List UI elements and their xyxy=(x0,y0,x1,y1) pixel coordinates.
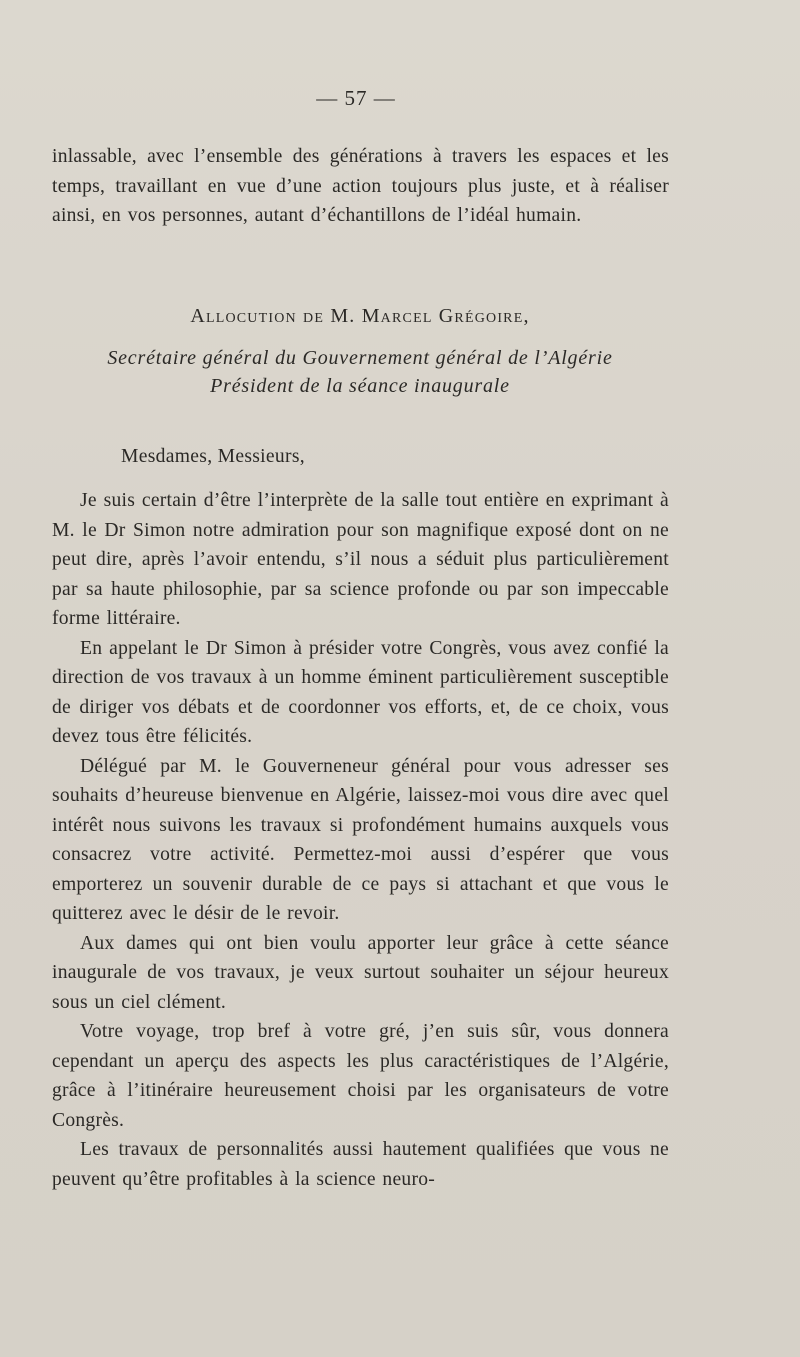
opening-paragraph: inlassable, avec l’ensemble des générations à travers les espaces et les temps, travaillant en vue d’une action toujours plus juste, et à réaliser ainsi, en vos personnes, autant d’échantillons de l’idéal humain. xyxy=(52,146,669,226)
section-subtitle-secretary: Secrétaire général du Gouvernement général de l’Algérie xyxy=(107,347,613,369)
speech-body xyxy=(52,486,669,1194)
section-subtitle-president: Président de la séance inaugurale xyxy=(210,375,510,397)
speech-paragraph: Je suis certain d’être l’interprète de la salle tout entière en exprimant à M. le Dr Simon notre admiration pour son magnifique exposé dont on ne peut dire, après l’avoir entendu, s’il nous a séduit plus particulièrement par sa haute philosophie, par sa science profonde ou par son impeccable forme littéraire. xyxy=(52,490,669,629)
section-title: Allocution de M. Marcel Grégoire, xyxy=(190,305,530,327)
speech-paragraph: Aux dames qui ont bien voulu apporter leur grâce à cette séance inaugurale de vos travaux, je veux surtout souhaiter un séjour heureux sous un ciel clément. xyxy=(52,932,669,1013)
speech-paragraph: En appelant le Dr Simon à présider votre Congrès, vous avez confié la direction de vos travaux à un homme éminent particulièrement susceptible de diriger vos débats et de coordonner vos efforts, et, de ce choix, vous devez tous être félicités. xyxy=(52,637,669,747)
salutation: Mesdames, Messieurs, xyxy=(121,446,305,467)
speech-paragraph: Les travaux de personnalités aussi hautement qualifiées que vous ne peuvent qu’être profitables à la science neuro- xyxy=(52,1139,669,1190)
page-number: — 57 — xyxy=(316,86,396,110)
speech-paragraph: Votre voyage, trop bref à votre gré, j’en suis sûr, vous donnera cependant un aperçu des aspects les plus caractéristiques de l’Algérie, grâce à l’itinéraire heureusement choisi par les organisateurs de votre Congrès. xyxy=(52,1021,669,1131)
speech-paragraph: Délégué par M. le Gouverneneur général pour vous adresser ses souhaits d’heureuse bienvenue en Algérie, laissez-moi vous dire avec quel intérêt nous suivons les travaux si profondément humains auxquels vous consacrez votre activité. Permettez-moi aussi d’espérer que vous emporterez un souvenir durable de ce pays si attachant et que vous le quitterez avec le désir de le revoir. xyxy=(52,755,669,924)
opening-paragraph-block xyxy=(52,142,669,231)
